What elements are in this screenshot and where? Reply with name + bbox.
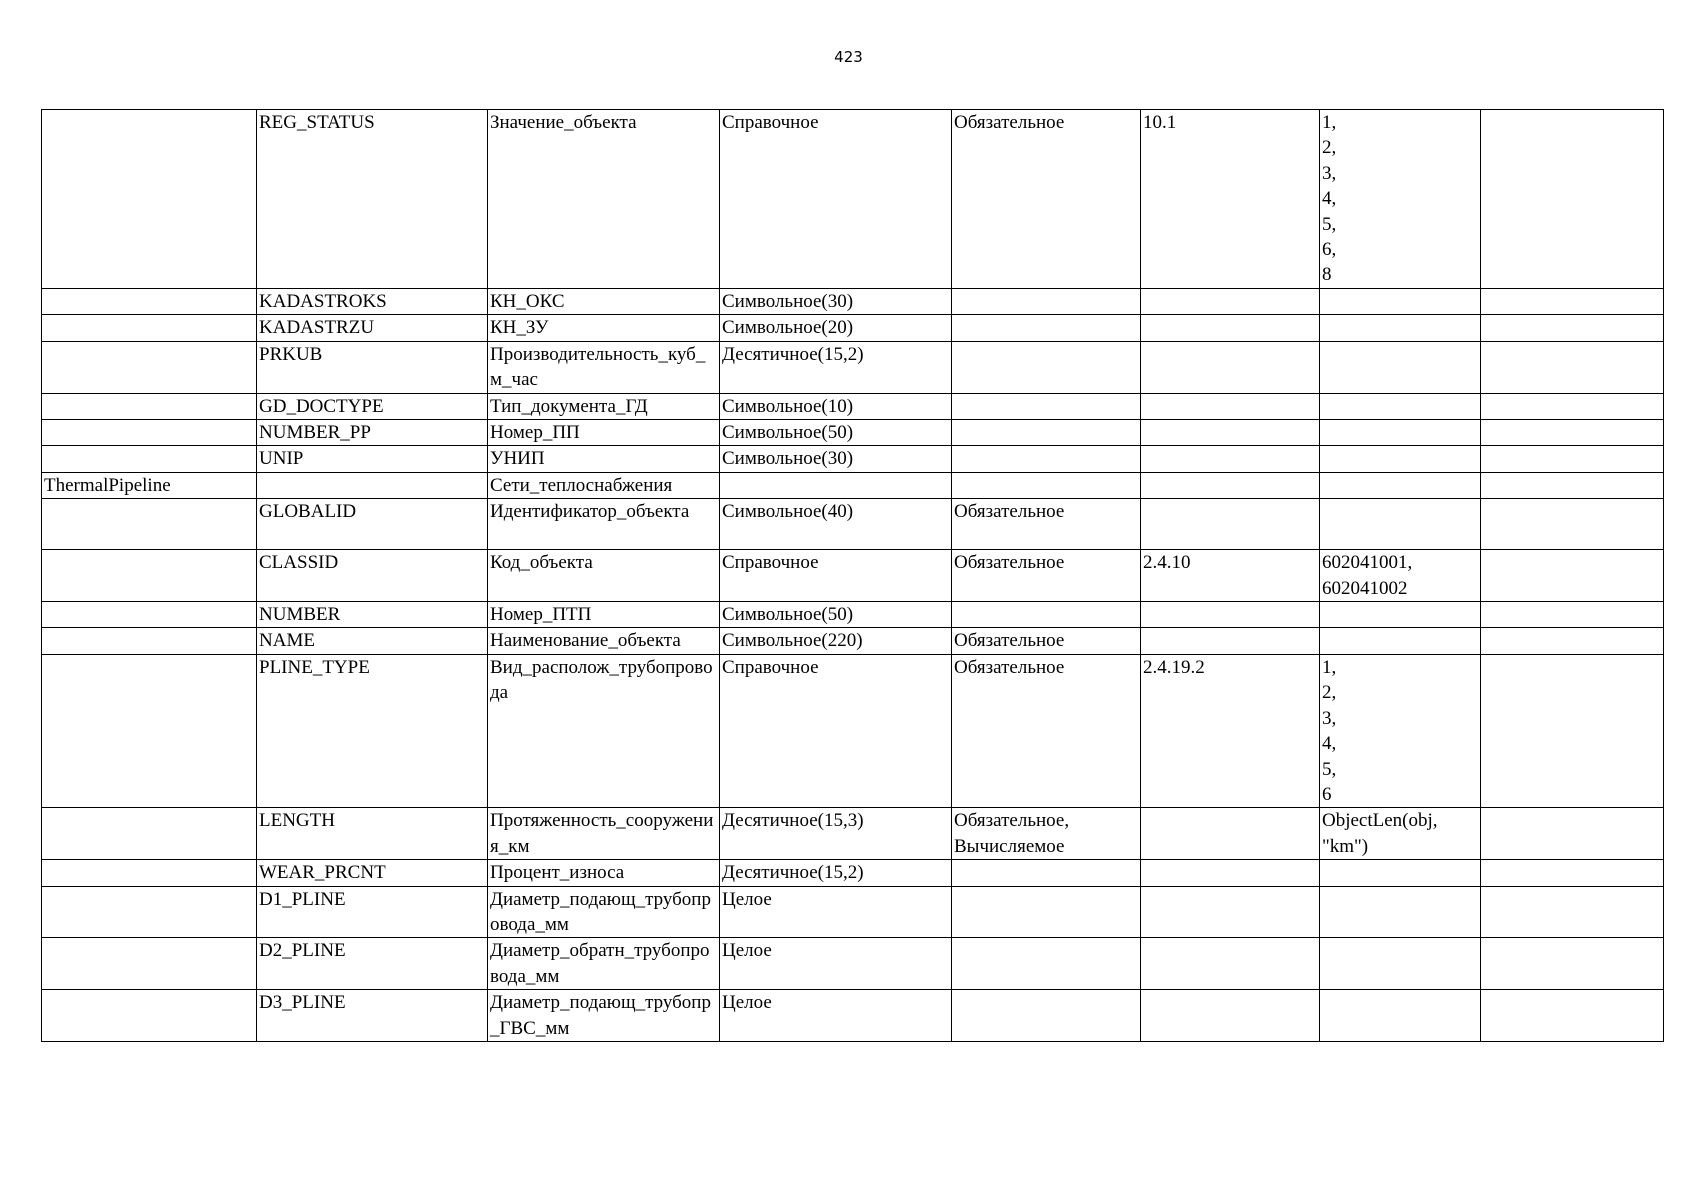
class-name-cell [42, 499, 257, 550]
note-cell [1481, 938, 1664, 990]
class-name-cell [42, 654, 257, 807]
requirement-cell [952, 886, 1141, 938]
reference-cell [1141, 808, 1320, 860]
note-cell [1481, 341, 1664, 393]
reference-cell [1141, 499, 1320, 550]
field-name-cell: D3_PLINE [257, 990, 488, 1042]
field-alias-cell: УНИП [488, 446, 720, 472]
values-cell [1320, 628, 1481, 654]
table-row [42, 110, 1664, 289]
table-row [42, 315, 1664, 341]
requirement-cell [952, 341, 1141, 393]
field-alias-cell: Производительность_куб_м_час [488, 341, 720, 393]
field-alias-cell: Вид_располож_трубопровода [488, 654, 720, 807]
class-name-cell [42, 341, 257, 393]
requirement-cell: Обязательное [952, 550, 1141, 602]
table-row [42, 289, 1664, 315]
values-cell [1320, 499, 1481, 550]
reference-cell [1141, 938, 1320, 990]
values-cell [1320, 289, 1481, 315]
note-cell [1481, 550, 1664, 602]
field-alias-cell: КН_ЗУ [488, 315, 720, 341]
reference-cell [1141, 472, 1320, 498]
table-row [42, 938, 1664, 990]
note-cell [1481, 602, 1664, 628]
requirement-cell [952, 602, 1141, 628]
note-cell [1481, 420, 1664, 446]
field-type-cell: Целое [720, 886, 952, 938]
class-name-cell [42, 628, 257, 654]
reference-cell [1141, 602, 1320, 628]
reference-cell: 2.4.19.2 [1141, 654, 1320, 807]
field-alias-cell: Диаметр_подающ_трубопр_ГВС_мм [488, 990, 720, 1042]
table-body [42, 110, 1664, 1042]
field-type-cell: Символьное(50) [720, 420, 952, 446]
field-name-cell: WEAR_PRCNT [257, 860, 488, 886]
class-name-cell [42, 393, 257, 419]
field-type-cell: Десятичное(15,3) [720, 808, 952, 860]
table-row [42, 602, 1664, 628]
values-cell [1320, 315, 1481, 341]
field-alias-cell: Тип_документа_ГД [488, 393, 720, 419]
table-row [42, 420, 1664, 446]
reference-cell [1141, 315, 1320, 341]
requirement-cell [952, 289, 1141, 315]
field-name-cell: NUMBER_PP [257, 420, 488, 446]
field-alias-cell: Значение_объекта [488, 110, 720, 289]
table-row [42, 990, 1664, 1042]
field-type-cell: Справочное [720, 550, 952, 602]
field-alias-cell: Сети_теплоснабжения [488, 472, 720, 498]
class-name-cell [42, 886, 257, 938]
field-name-cell: UNIP [257, 446, 488, 472]
reference-cell: 10.1 [1141, 110, 1320, 289]
values-cell [1320, 860, 1481, 886]
reference-cell [1141, 990, 1320, 1042]
field-name-cell: PLINE_TYPE [257, 654, 488, 807]
class-name-cell [42, 446, 257, 472]
field-name-cell: D1_PLINE [257, 886, 488, 938]
note-cell [1481, 393, 1664, 419]
reference-cell [1141, 341, 1320, 393]
table-row [42, 446, 1664, 472]
table-row [42, 860, 1664, 886]
class-name-cell [42, 315, 257, 341]
attribute-table [41, 109, 1664, 1042]
values-cell [1320, 602, 1481, 628]
field-name-cell: GD_DOCTYPE [257, 393, 488, 419]
requirement-cell [952, 472, 1141, 498]
note-cell [1481, 472, 1664, 498]
table-row [42, 550, 1664, 602]
field-alias-cell: Диаметр_подающ_трубопровода_мм [488, 886, 720, 938]
note-cell [1481, 860, 1664, 886]
requirement-cell [952, 393, 1141, 419]
field-type-cell: Символьное(50) [720, 602, 952, 628]
requirement-cell: Обязательное [952, 110, 1141, 289]
requirement-cell [952, 420, 1141, 446]
values-cell [1320, 990, 1481, 1042]
class-name-cell [42, 860, 257, 886]
class-name-cell [42, 938, 257, 990]
values-cell: 602041001, 602041002 [1320, 550, 1481, 602]
field-name-cell: KADASTROKS [257, 289, 488, 315]
values-cell: ObjectLen(obj, "km") [1320, 808, 1481, 860]
values-cell [1320, 446, 1481, 472]
field-name-cell: NAME [257, 628, 488, 654]
field-name-cell: D2_PLINE [257, 938, 488, 990]
requirement-cell: Обязательное [952, 654, 1141, 807]
field-name-cell: CLASSID [257, 550, 488, 602]
note-cell [1481, 315, 1664, 341]
field-type-cell: Целое [720, 938, 952, 990]
field-alias-cell: Диаметр_обратн_трубопровода_мм [488, 938, 720, 990]
table-row [42, 654, 1664, 807]
reference-cell [1141, 628, 1320, 654]
field-alias-cell: Код_объекта [488, 550, 720, 602]
requirement-cell: Обязательное [952, 499, 1141, 550]
reference-cell [1141, 860, 1320, 886]
field-alias-cell: Идентификатор_объекта [488, 499, 720, 550]
reference-cell [1141, 393, 1320, 419]
table-row [42, 628, 1664, 654]
table-row [42, 393, 1664, 419]
page-number: 423 [834, 48, 863, 66]
field-name-cell: NUMBER [257, 602, 488, 628]
field-type-cell: Символьное(10) [720, 393, 952, 419]
field-alias-cell: Процент_износа [488, 860, 720, 886]
field-type-cell [720, 472, 952, 498]
requirement-cell [952, 446, 1141, 472]
requirement-cell [952, 938, 1141, 990]
field-name-cell: REG_STATUS [257, 110, 488, 289]
reference-cell [1141, 446, 1320, 472]
field-type-cell: Символьное(30) [720, 446, 952, 472]
requirement-cell [952, 860, 1141, 886]
field-type-cell: Десятичное(15,2) [720, 341, 952, 393]
class-name-cell [42, 550, 257, 602]
class-name-cell [42, 602, 257, 628]
values-cell [1320, 472, 1481, 498]
table-row [42, 472, 1664, 498]
note-cell [1481, 110, 1664, 289]
field-name-cell: KADASTRZU [257, 315, 488, 341]
field-type-cell: Целое [720, 990, 952, 1042]
note-cell [1481, 654, 1664, 807]
note-cell [1481, 499, 1664, 550]
requirement-cell: Обязательное, Вычисляемое [952, 808, 1141, 860]
field-type-cell: Символьное(220) [720, 628, 952, 654]
values-cell [1320, 341, 1481, 393]
requirement-cell: Обязательное [952, 628, 1141, 654]
values-cell [1320, 938, 1481, 990]
field-type-cell: Справочное [720, 110, 952, 289]
values-cell [1320, 420, 1481, 446]
class-name-cell [42, 420, 257, 446]
table-row [42, 341, 1664, 393]
field-alias-cell: Протяженность_сооружения_км [488, 808, 720, 860]
field-name-cell: LENGTH [257, 808, 488, 860]
class-name-cell [42, 289, 257, 315]
note-cell [1481, 808, 1664, 860]
field-name-cell: GLOBALID [257, 499, 488, 550]
table-row [42, 499, 1664, 550]
requirement-cell [952, 990, 1141, 1042]
reference-cell [1141, 289, 1320, 315]
field-alias-cell: Наименование_объекта [488, 628, 720, 654]
note-cell [1481, 886, 1664, 938]
field-type-cell: Символьное(40) [720, 499, 952, 550]
note-cell [1481, 289, 1664, 315]
reference-cell [1141, 886, 1320, 938]
field-type-cell: Десятичное(15,2) [720, 860, 952, 886]
field-name-cell: PRKUB [257, 341, 488, 393]
table-row [42, 886, 1664, 938]
note-cell [1481, 446, 1664, 472]
class-name-cell: ThermalPipeline [42, 472, 257, 498]
values-cell: 1, 2, 3, 4, 5, 6 [1320, 654, 1481, 807]
class-name-cell [42, 110, 257, 289]
values-cell: 1, 2, 3, 4, 5, 6, 8 [1320, 110, 1481, 289]
class-name-cell [42, 808, 257, 860]
class-name-cell [42, 990, 257, 1042]
field-type-cell: Символьное(30) [720, 289, 952, 315]
reference-cell [1141, 420, 1320, 446]
field-name-cell [257, 472, 488, 498]
values-cell [1320, 886, 1481, 938]
field-alias-cell: Номер_ПП [488, 420, 720, 446]
table-row [42, 808, 1664, 860]
requirement-cell [952, 315, 1141, 341]
values-cell [1320, 393, 1481, 419]
field-type-cell: Справочное [720, 654, 952, 807]
reference-cell: 2.4.10 [1141, 550, 1320, 602]
note-cell [1481, 990, 1664, 1042]
field-alias-cell: Номер_ПТП [488, 602, 720, 628]
field-alias-cell: КН_ОКС [488, 289, 720, 315]
field-type-cell: Символьное(20) [720, 315, 952, 341]
note-cell [1481, 628, 1664, 654]
